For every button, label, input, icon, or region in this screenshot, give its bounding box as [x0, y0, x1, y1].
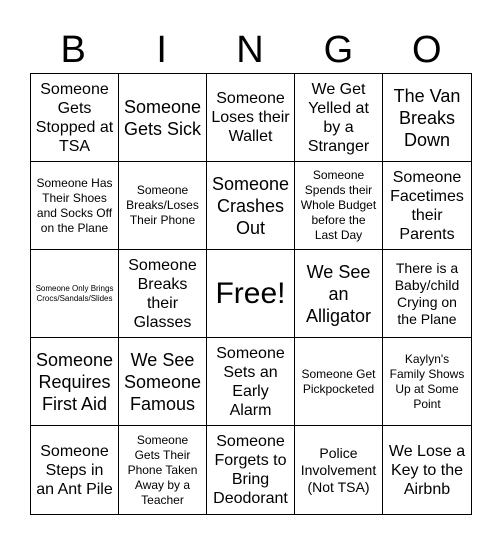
cell-text: Someone Forgets to Bring Deodorant [213, 433, 288, 507]
header-letter-n: N [236, 29, 266, 71]
bingo-cell[interactable] [207, 74, 295, 162]
cell-text: Someone Facetimes their Parents [390, 168, 464, 243]
header-letter-g: G [323, 29, 356, 71]
bingo-cell[interactable] [383, 426, 471, 514]
bingo-cell[interactable] [383, 338, 471, 426]
cell-text: The Van Breaks Down [393, 85, 461, 150]
cell-text: Someone Sets an Early Alarm [216, 344, 285, 419]
cell-text: Police Involvement (Not TSA) [300, 444, 377, 495]
bingo-cell[interactable] [383, 162, 471, 250]
cell-text: We See Someone Famous [123, 349, 202, 414]
bingo-cell[interactable] [295, 426, 383, 514]
bingo-cell[interactable] [119, 426, 207, 514]
cell-text: Someone Get Pickpocketed [301, 366, 376, 396]
bingo-cell[interactable] [119, 74, 207, 162]
bingo-cell[interactable] [31, 338, 119, 426]
bingo-cell[interactable] [295, 162, 383, 250]
header-letter-o: O [412, 29, 444, 71]
bingo-cell[interactable] [207, 338, 295, 426]
bingo-cell[interactable] [295, 338, 383, 426]
bingo-grid [30, 73, 472, 515]
header-letter-i: I [156, 29, 169, 71]
bingo-cell[interactable] [383, 250, 471, 338]
cell-text: Someone Crashes Out [211, 173, 290, 238]
header-letter-b: B [60, 29, 88, 71]
cell-text: Someone Breaks their Glasses [128, 256, 197, 331]
free-space-text: Free! [215, 276, 286, 310]
bingo-cell[interactable] [31, 74, 119, 162]
cell-text: We Lose a Key to the Airbnb [388, 442, 466, 498]
cell-text: Someone Gets Stopped at TSA [35, 80, 114, 155]
cell-text: Someone Requires First Aid [35, 349, 114, 414]
bingo-cell[interactable] [31, 250, 119, 338]
cell-text: Someone Breaks/Loses Their Phone [126, 183, 199, 227]
bingo-header [30, 28, 472, 72]
bingo-cell free-space[interactable] [207, 250, 295, 338]
bingo-cell[interactable] [207, 426, 295, 514]
cell-text: There is a Baby/child Crying on the Plane [394, 259, 460, 327]
bingo-cell[interactable] [119, 162, 207, 250]
cell-text: Kaylyn's Family Shows Up at Some Point [389, 351, 465, 411]
cell-text: Someone Gets Sick [123, 96, 202, 139]
cell-text: Someone Steps in an Ant Pile [36, 442, 113, 498]
cell-text: We See an Alligator [305, 261, 372, 326]
bingo-cell[interactable] [295, 74, 383, 162]
cell-text: Someone Gets Their Phone Taken Away by a Teacher [127, 432, 198, 507]
bingo-cell[interactable] [207, 162, 295, 250]
bingo-cell[interactable] [31, 162, 119, 250]
cell-text: Someone Spends their Whole Budget before the Last Day [300, 168, 377, 242]
bingo-cell[interactable] [119, 250, 207, 338]
bingo-cell[interactable] [31, 426, 119, 514]
cell-text: Someone Only Brings Crocs/Sandals/Slides [35, 283, 114, 303]
cell-text: Someone Has Their Shoes and Socks Off on the Plane [36, 175, 113, 235]
cell-text: We Get Yelled at by a Stranger [307, 80, 370, 155]
cell-text: Someone Loses their Wallet [211, 90, 290, 145]
bingo-cell[interactable] [295, 250, 383, 338]
bingo-cell[interactable] [383, 74, 471, 162]
bingo-cell[interactable] [119, 338, 207, 426]
